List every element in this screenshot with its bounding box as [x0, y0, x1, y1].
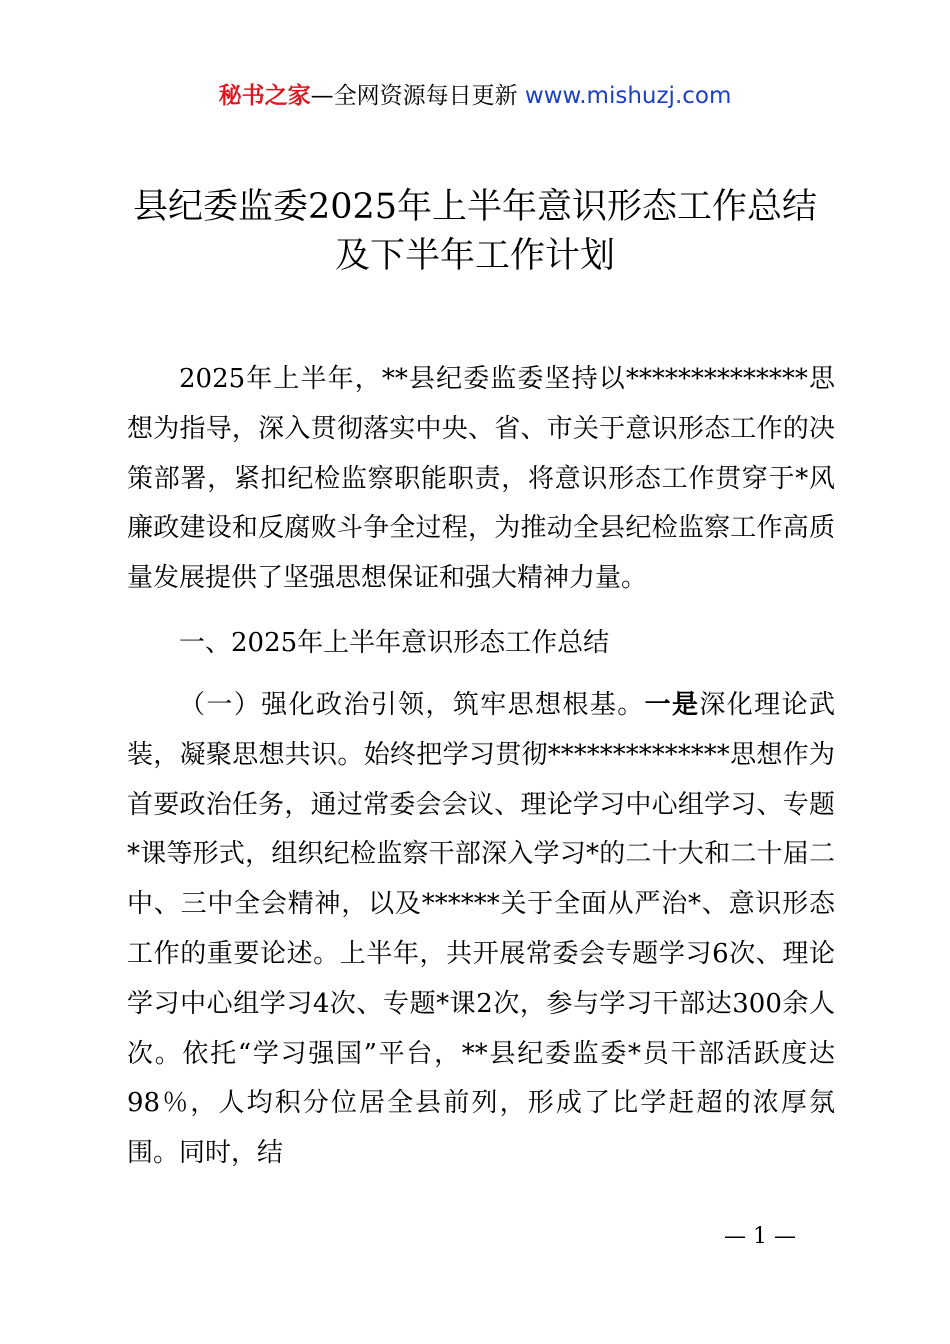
site-tagline: —全网资源每日更新 — [310, 83, 518, 109]
section-heading: 一、2025年上半年意识形态工作总结 — [179, 628, 610, 658]
site-brand: 秘书之家 — [218, 83, 311, 109]
intro-block — [127, 355, 835, 604]
document-title — [0, 183, 950, 281]
title-line-1: 县纪委监委2025年上半年意识形态工作总结 — [132, 187, 818, 227]
subsection-paragraph — [127, 681, 835, 1179]
subsection-heading: （一）强化政治引领，筑牢思想根基。 — [179, 690, 645, 720]
subsection-lead: 一是 — [644, 690, 700, 720]
subsection-body: 深化理论武装，凝聚思想共识。始终把学习贯彻**************思想作为首要政治任务，通过常委会会议、理论学习中心组学习、专题*课等形式，组织纪检监察干部深入学习*的二十大和二十届二中、三中全会精神，以及******关于全面从严治*、意识形态工作的重要论述。上半年，共开展常委会专题学习6次、理论学习中心组学习4次、专题*课2次，参与学习干部达300余人次。依托“学习强国”平台，**县纪委监委*员干部活跃度达98％，人均积分位居全县前列，形成了比学赶超的浓厚氛围。同时，结 — [127, 690, 835, 1169]
title-line-2: 及下半年工作计划 — [334, 236, 615, 276]
site-url-link[interactable]: www.mishuzj.com — [524, 83, 732, 109]
intro-paragraph: 2025年上半年，**县纪委监委坚持以**************思想为指导，深入贯彻落实中央、省、市关于意识形态工作的决策部署，紧扣纪检监察职能职责，将意识形态工作贯穿于*风廉政建设和反腐败斗争全过程，为推动全县纪检监察工作高质量发展提供了坚强思想保证和强大精神力量。 — [127, 364, 835, 594]
section-block — [127, 619, 835, 669]
subsection-block — [127, 681, 835, 1179]
site-header — [0, 80, 950, 112]
page-number: — 1 — — [724, 1224, 796, 1249]
